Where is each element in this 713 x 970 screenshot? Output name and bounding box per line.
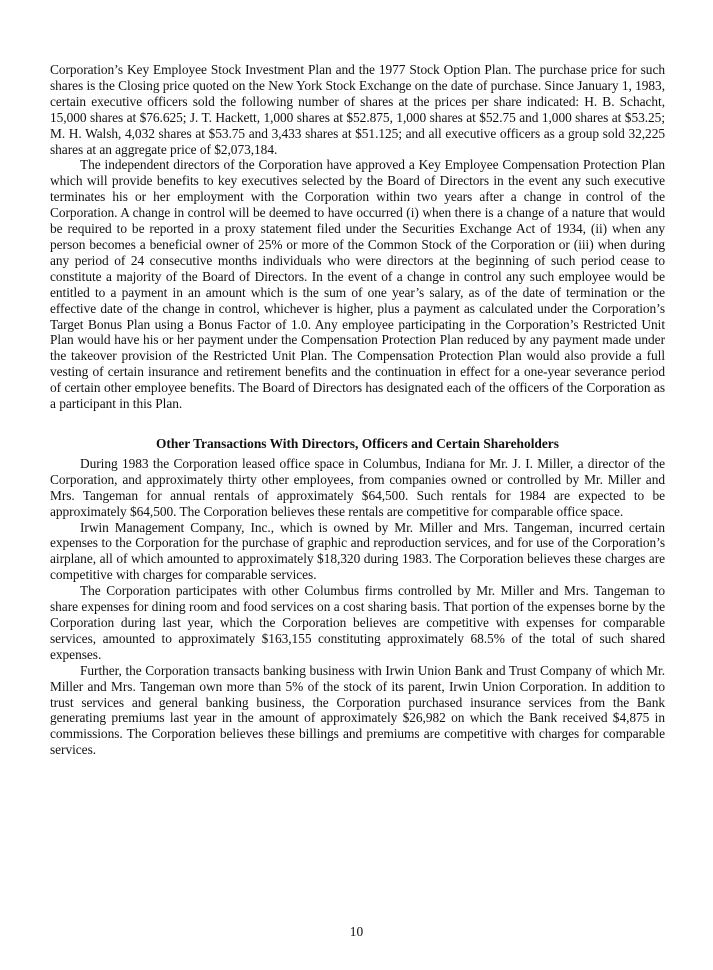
paragraph-banking-business: Further, the Corporation transacts banking business with Irwin Union Bank and Trust Company of which Mr. Miller and Mrs. Tangeman own more than 5% of the stock of its parent, Irwin Union Corporation. In addition to trust services and general banking business, the Corporation purchased insurance services from the Bank generating premiums last year in the amount of approximately $26,982 on which the Bank received $4,875 in commissions. The Corporation believes these billings and premiums are competitive with charges for comparable services. [50, 662, 665, 758]
section-spacer [50, 412, 665, 436]
paragraph-office-lease: During 1983 the Corporation leased office space in Columbus, Indiana for Mr. J. I. Miller, a director of the Corporation, and approximately thirty other employees, from companies owned or controlled by Mr. Miller and Mrs. Tangeman for annual rentals of approximately $64,500. Such rentals for 1984 are expected to be approximately $64,500. The Corporation believes these rentals are competitive for comparable office space. [50, 455, 665, 519]
section-heading: Other Transactions With Directors, Officers and Certain Shareholders [156, 435, 559, 451]
paragraph-compensation-protection-plan: The independent directors of the Corporation have approved a Key Employee Compensation Protection Plan which will provide benefits to key executives selected by the Board of Directors in the event any such executive terminates his or her employment with the Corporation within two years after a change in control of the Corporation. A change in control will be deemed to have occurred (i) when there is a change of a nature that would be required to be reported in a proxy statement filed under the Securities Exchange Act of 1934, (ii) when any person becomes a beneficial owner of 25% or more of the Common Stock of the Corporation or (iii) when during any period of 24 consecutive months individuals who were directors at the beginning of such period cease to constitute a majority of the Board of Directors. In the event of a change in control any such employee would be entitled to a payment in an amount which is the sum of one year’s salary, as of the date of termination or the effective date of the change in control, whichever is higher, plus a payment as calculated under the Corporation’s Target Bonus Plan using a Bonus Factor of 1.0. Any employee participating in the Corporation’s Restricted Unit Plan would have his or her payment under the Compensation Protection Plan reduced by any payment made under the takeover provision of the Restricted Unit Plan. The Compensation Protection Plan would also provide a full vesting of certain insurance and retirement benefits and the continuation in effect for a one-year severance period of certain other employee benefits. The Board of Directors has designated each of the officers of the Corporation as a participant in this Plan. [50, 157, 665, 412]
paragraph-irwin-management: Irwin Management Company, Inc., which is owned by Mr. Miller and Mrs. Tangeman, incurred certain expenses to the Corporation for the purchase of graphic and reproduction services, and for use of the Corporation’s airplane, all of which amounted to approximately $18,320 during 1983. The Corporation believes these charges are competitive with charges for comparable services. [50, 519, 665, 583]
paragraph-shared-expenses: The Corporation participates with other Columbus firms controlled by Mr. Miller and Mrs. Tangeman to share expenses for dining room and food services on a cost sharing basis. That portion of the expenses borne by the Corporation during last year, which the Corporation believes are competitive with expenses for comparable services, amounted to approximately $163,155 constituting approximately 68.5% of the total of such shared expenses. [50, 583, 665, 662]
page-number: 10 [349, 924, 364, 939]
paragraph-stock-sales: Corporation’s Key Employee Stock Investment Plan and the 1977 Stock Option Plan. The purchase price for such shares is the Closing price quoted on the New York Stock Exchange on the date of purchase. Since January 1, 1983, certain executive officers sold the following number of shares at the prices per share indicated: H. B. Schacht, 15,000 shares at $76.625; J. T. Hackett, 1,000 shares at $52.875, 1,000 shares at $52.75 and 1,000 shares at $53.25; M. H. Walsh, 4,032 shares at $53.75 and 3,433 shares at $51.125; and all executive officers as a group sold 32,225 shares at an aggregate price of $2,073,184. [50, 62, 665, 157]
document-page [50, 62, 665, 758]
